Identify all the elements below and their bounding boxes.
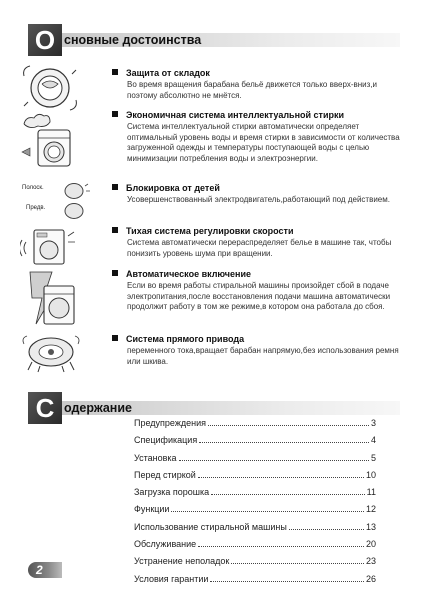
toc-row: Обслуживание 20: [134, 539, 376, 550]
auto-restart-machine-icon: [20, 268, 80, 328]
bullet-square-icon: [112, 69, 118, 75]
control-knobs-icon: [60, 182, 92, 222]
child-lock-buttons-illustration: [22, 182, 94, 222]
feature-description: Усовершенствованный электродвигатель,работающий под действием.: [127, 195, 390, 204]
direct-drive-motor-icon: [20, 332, 82, 374]
feature-description: Если во время работы стиральной машины произойдет сбой в подаче электропитания,после восстановления подачи машина автоматически продолжит работу в том же режиме,в котором она работала до сбоя.: [127, 281, 391, 311]
feature-description: Система автоматически перераспределяет белье в машине так, чтобы понизить уровень шума при вращении.: [127, 238, 392, 258]
toc-row: Установка 5: [134, 452, 376, 463]
feature-description: Во время вращения барабана бельё движется только вверх-вниз,и поэтому абсолютно не мнётся.: [127, 80, 377, 100]
feature-child-lock: [112, 183, 402, 206]
header-initial-letter: С: [28, 392, 62, 424]
toc-row: Предупреждения 3: [134, 418, 376, 428]
feature-title: Защита от складок: [112, 68, 402, 79]
feature-direct-drive: [112, 334, 402, 367]
childlock-label-bottom: Предв.: [26, 205, 46, 211]
feature-title: Система прямого привода: [112, 334, 402, 345]
quiet-speed-machine-icon: [20, 226, 80, 266]
feature-auto-restart: [112, 269, 402, 313]
toc-row: Условия гарантии 26: [134, 573, 376, 584]
feature-title: Блокировка от детей: [112, 183, 402, 194]
feature-title: Тихая система регулировки скорости: [112, 226, 402, 237]
toc-row: Загрузка порошка 11: [134, 487, 376, 498]
feature-title: Экономичная система интеллектуальной стирки: [112, 110, 402, 121]
toc-row: Устранение неполадок 23: [134, 556, 376, 567]
bullet-square-icon: [112, 184, 118, 190]
feature-smart-wash: [112, 110, 402, 164]
feature-quiet-speed: [112, 226, 402, 259]
toc-row: Использование стиральной машины 13: [134, 521, 376, 532]
drum-illustration-icon: [20, 62, 80, 114]
feature-description: Система интеллектуальной стирки автоматически определяет оптимальный уровень воды и время стирки в зависимости от количества загруженной одежды и температуры поступающей воды с целью минимизации потребления воды и электроэнергии.: [127, 122, 400, 163]
bullet-square-icon: [112, 111, 118, 117]
toc-row: Перед стиркой 10: [134, 469, 376, 480]
bullet-square-icon: [112, 335, 118, 341]
bullet-square-icon: [112, 227, 118, 233]
table-of-contents: [134, 418, 376, 591]
feature-wrinkle-protection: [112, 68, 402, 101]
childlock-label-top: Полоск.: [22, 185, 44, 191]
features-section-title: сновные достоинства: [64, 33, 202, 47]
contents-section-title: одержание: [64, 401, 132, 415]
page-number: 2: [28, 562, 62, 578]
header-initial-letter: О: [28, 24, 62, 56]
bullet-square-icon: [112, 270, 118, 276]
feature-title: Автоматическое включение: [112, 269, 402, 280]
washing-machine-eco-icon: [20, 112, 80, 170]
features-section-header: [28, 24, 400, 55]
toc-row: Функции 12: [134, 504, 376, 515]
toc-row: Спецификация 4: [134, 435, 376, 446]
feature-description: переменного тока,вращает барабан напрямую,без использования ремня или шкива.: [127, 346, 399, 366]
